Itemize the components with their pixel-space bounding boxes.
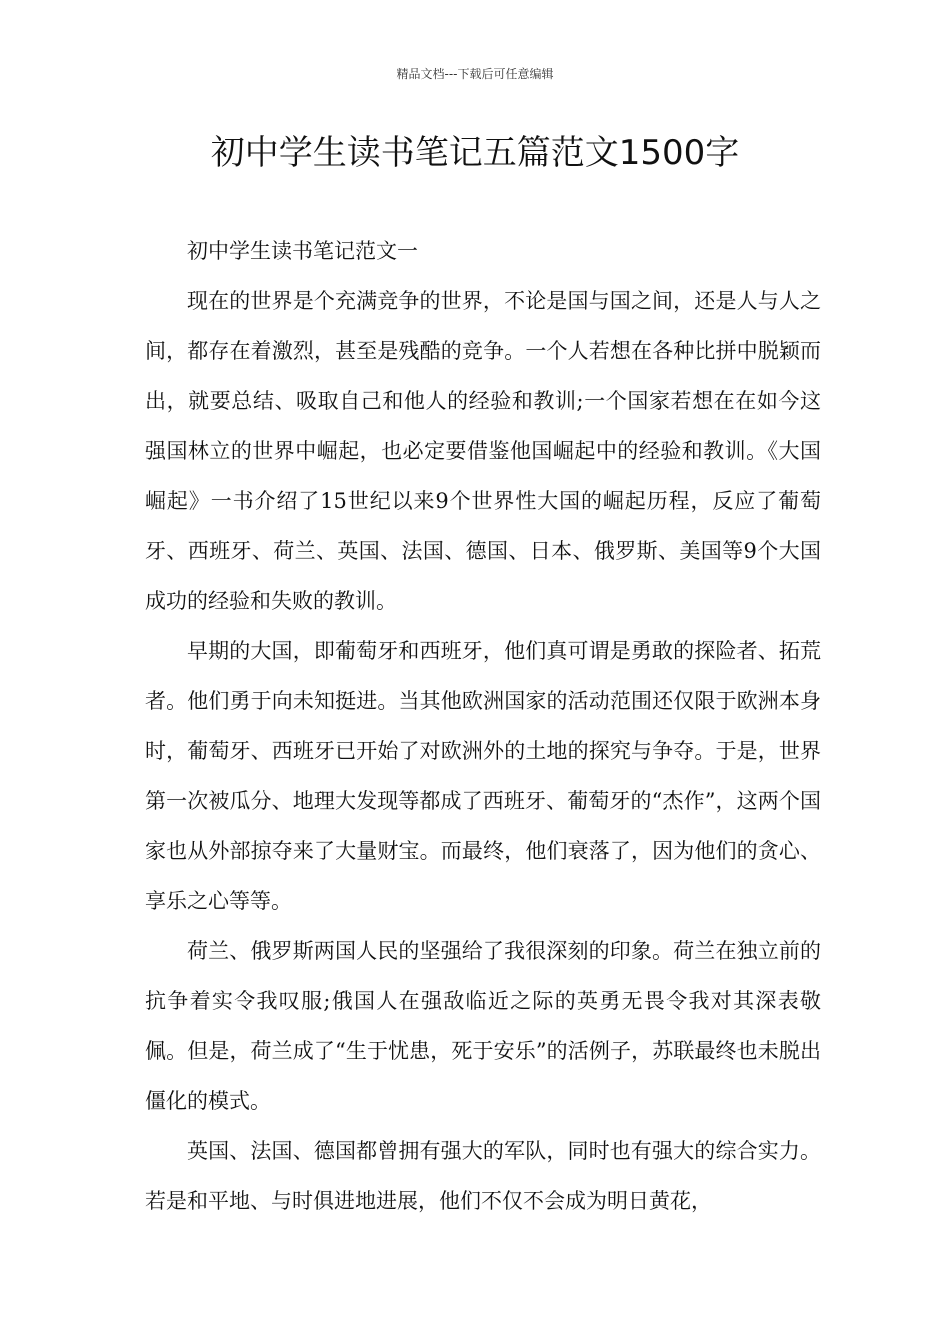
section-heading: 初中学生读书笔记范文一 [187,239,418,263]
paragraph-3: 荷兰、俄罗斯两国人民的坚强给了我很深刻的印象。荷兰在独立前的抗争着实令我叹服;俄国人在强敌临近之际的英勇无畏令我对其深表敬佩。但是，荷兰成了“生于忧患，死于安乐”的活例子，苏联最终也未脱出僵化的模式。 [145,939,821,1113]
paragraph-4: 英国、法国、德国都曾拥有强大的军队，同时也有强大的综合实力。若是和平地、与时俱进地进展，他们不仅不会成为明日黄花， [145,1139,821,1213]
document-title: 初中学生读书笔记五篇范文1500字 [210,133,740,173]
page-header: 精品文档---下载后可任意编辑 [396,67,554,81]
paragraph-1: 现在的世界是个充满竞争的世界，不论是国与国之间，还是人与人之间，都存在着激烈，甚至是残酷的竞争。一个人若想在各种比拼中脱颖而出，就要总结、吸取自己和他人的经验和教训;一个国家若想在在如今这强国林立的世界中崛起，也必定要借鉴他国崛起中的经验和教训。《大国崛起》一书介绍了15世纪以来9个世界性大国的崛起历程，反应了葡萄牙、西班牙、荷兰、英国、法国、德国、日本、俄罗斯、美国等9个大国成功的经验和失败的教训。 [145,289,821,613]
paragraph-2: 早期的大国，即葡萄牙和西班牙，他们真可谓是勇敢的探险者、拓荒者。他们勇于向未知挺进。当其他欧洲国家的活动范围还仅限于欧洲本身时，葡萄牙、西班牙已开始了对欧洲外的土地的探究与争夺。于是，世界第一次被瓜分、地理大发现等都成了西班牙、葡萄牙的“杰作”，这两个国家也从外部掠夺来了大量财宝。而最终，他们衰落了，因为他们的贪心、享乐之心等等。 [145,639,821,913]
document-body [145,226,821,1226]
